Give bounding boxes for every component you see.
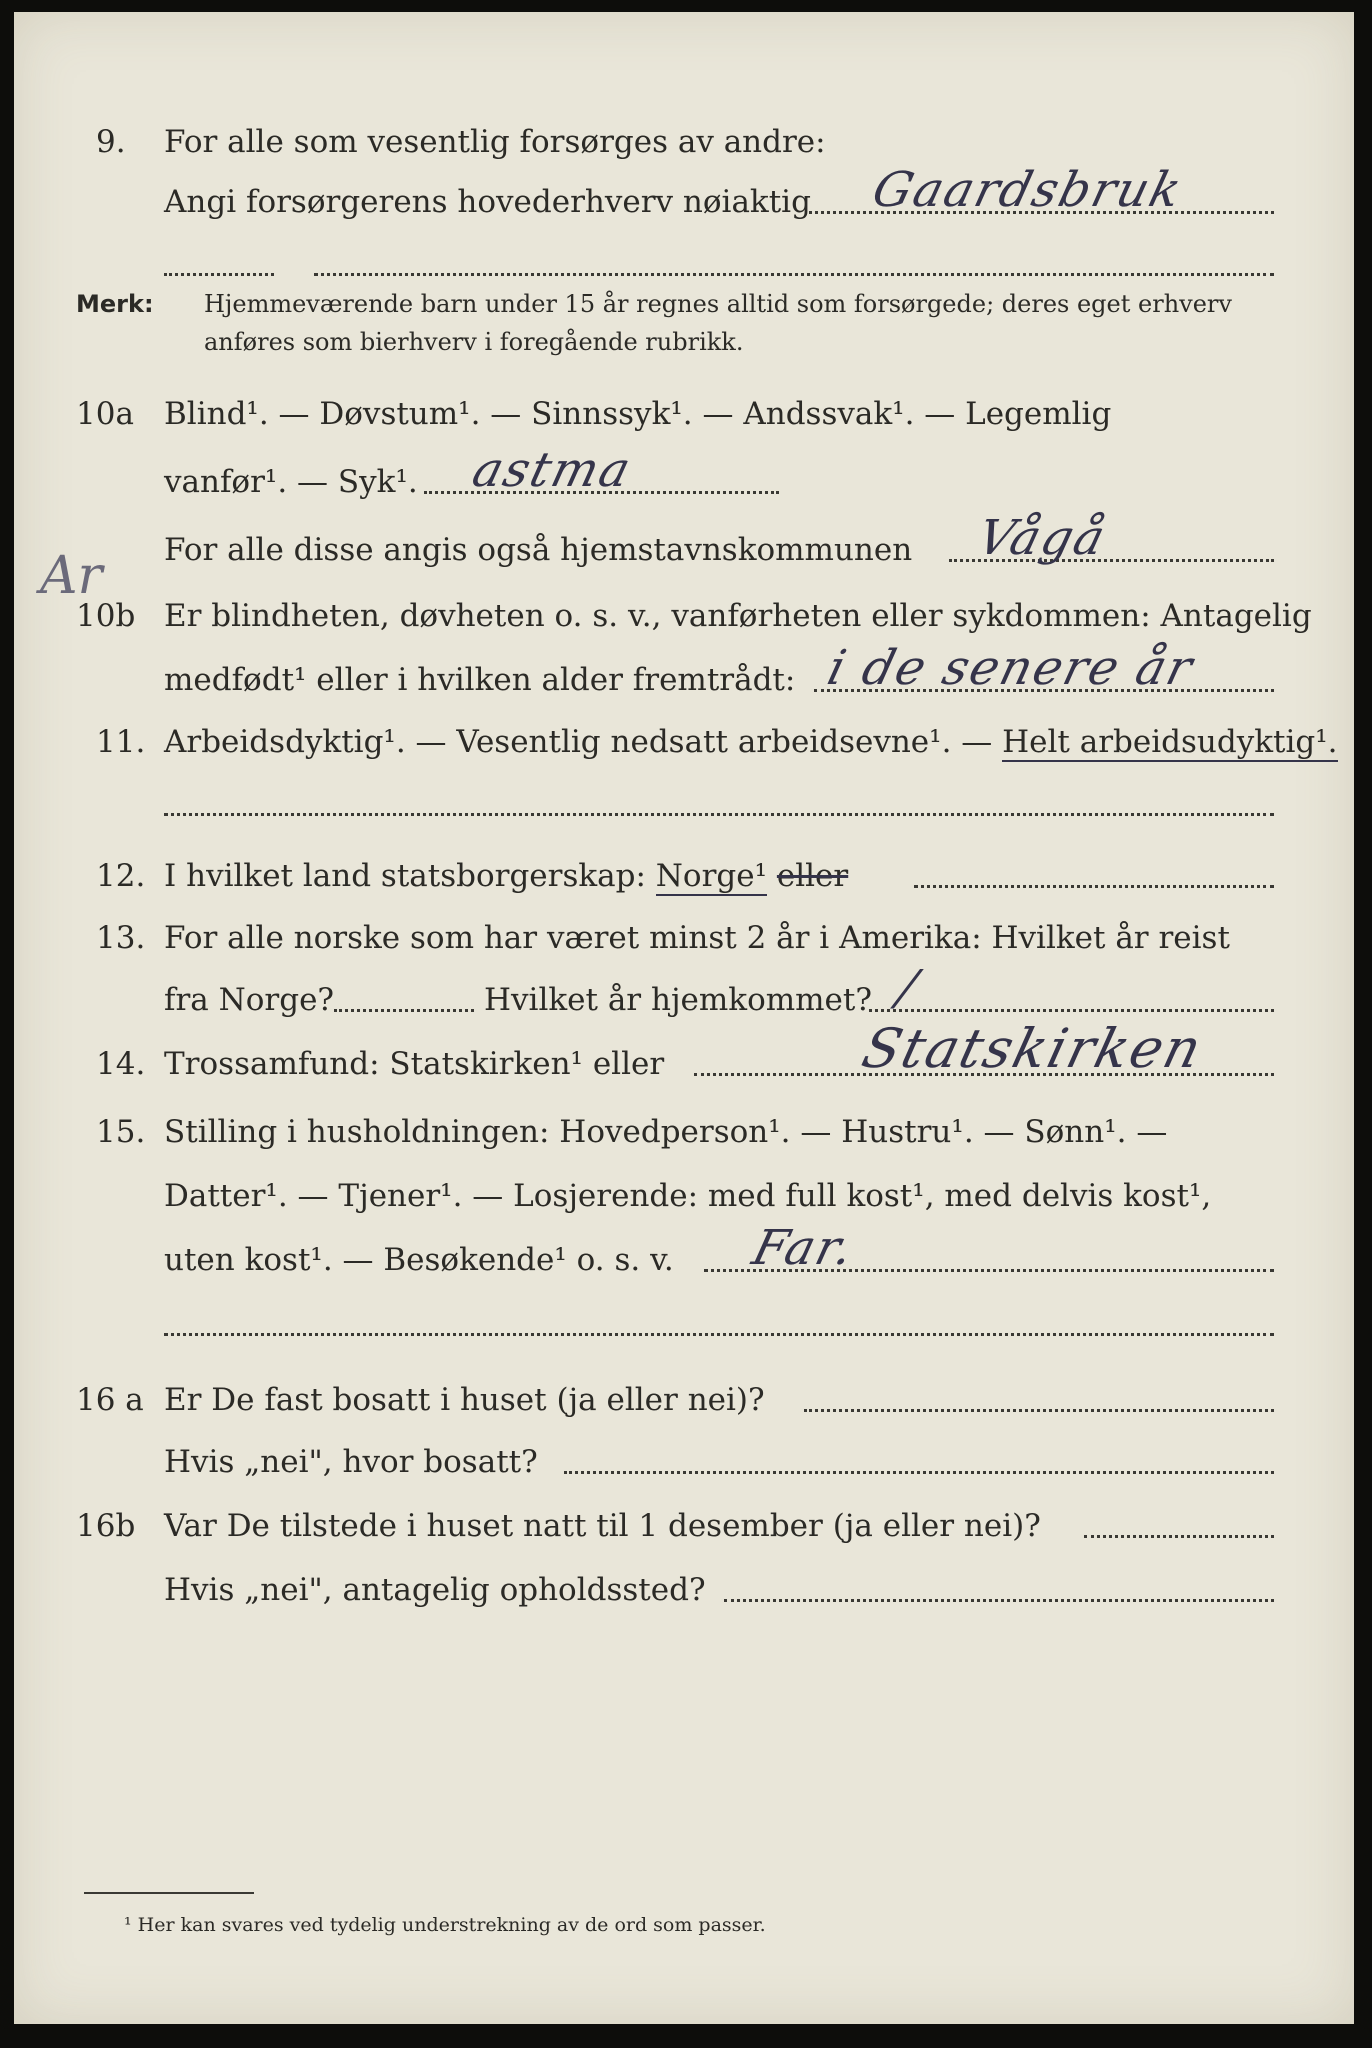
q10a-text3: For alle disse angis også hjemstavnskommunen <box>164 532 913 568</box>
q10a-answer: astma <box>467 442 638 498</box>
q12-selected: Norge¹ <box>655 858 768 894</box>
q10a-line3 <box>14 510 1354 580</box>
q16b-location-field[interactable] <box>724 1599 1274 1602</box>
q10a-line1 <box>14 384 1354 444</box>
q12-number: 12. <box>96 858 146 894</box>
q13-text2a: fra Norge? <box>164 982 335 1018</box>
q11-option-selected: Helt arbeidsudyktig¹. <box>1002 724 1338 760</box>
q16b-number: 16b <box>76 1508 136 1544</box>
q12-answer-field[interactable] <box>914 885 1274 888</box>
q12-line1 <box>14 846 1354 906</box>
footnote-rule <box>84 1892 254 1894</box>
q16a-text1: Er De fast bosatt i huset (ja eller nei)? <box>164 1382 765 1418</box>
q16a-line1 <box>14 1370 1354 1430</box>
footnote <box>124 1914 766 1936</box>
q13-return-field[interactable] <box>869 1009 1274 1012</box>
q15-number: 15. <box>96 1114 146 1150</box>
q9-extra-field-b[interactable] <box>314 273 1274 276</box>
merk-label: Merk: <box>76 290 154 318</box>
q15-text2: Datter¹. — Tjener¹. — Losjerende: med full kost¹, med delvis kost¹, <box>164 1178 1212 1214</box>
q13-line1 <box>14 908 1354 968</box>
q15-text3: uten kost¹. — Besøkende¹ o. s. v. <box>164 1242 674 1278</box>
q10a-text2: vanfør¹. — Syk¹. <box>164 464 418 500</box>
q10b-answer: i de senere år <box>822 640 1200 696</box>
q10b-line2 <box>14 640 1354 710</box>
merk-text1: Hjemmeværende barn under 15 år regnes alltid som forsørgede; deres eget erhverv <box>204 290 1232 318</box>
q9-text2: Angi forsørgerens hovederhverv nøiaktig <box>164 184 811 220</box>
q11-text <box>164 724 1338 760</box>
q16a-answer-field[interactable] <box>804 1409 1274 1412</box>
q13-number: 13. <box>96 920 146 956</box>
q13-departure-field[interactable] <box>334 1009 474 1012</box>
q9-extra-line <box>14 234 1354 294</box>
q16b-line1 <box>14 1496 1354 1556</box>
q12-question: I hvilket land statsborgerskap: <box>164 858 656 894</box>
q14-answer: Statskirken <box>856 1017 1210 1080</box>
q10a-number: 10a <box>76 396 134 432</box>
q14-text: Trossamfund: Statskirken¹ eller <box>164 1046 665 1082</box>
footnote-marker: ¹ <box>124 1914 132 1936</box>
q15-line2 <box>14 1166 1354 1226</box>
q16b-answer-field[interactable] <box>1084 1535 1274 1538</box>
q15-line3 <box>14 1220 1354 1290</box>
q9-text1: For alle som vesentlig forsørges av andre: <box>164 124 826 160</box>
q14-line1 <box>14 1017 1354 1094</box>
q10b-text2: medfødt¹ eller i hvilken alder fremtrådt: <box>164 662 796 698</box>
q12-struck: eller <box>776 858 849 894</box>
q11-line1 <box>14 712 1354 772</box>
q10b-number: 10b <box>76 598 136 634</box>
merk-line1 <box>76 290 154 318</box>
q15-answer: Far. <box>747 1220 861 1276</box>
footnote-text: Her kan svares ved tydelig understrekning av de ord som passer. <box>137 1914 766 1936</box>
q11-option-a: Arbeidsdyktig¹. — Vesentlig nedsatt arbeidsevne¹. — <box>164 724 1003 760</box>
q13-text1: For alle norske som har været minst 2 år i Amerika: Hvilket år reist <box>164 920 1230 956</box>
q13-text2b: Hvilket år hjemkommet? <box>484 982 872 1018</box>
q16b-text2: Hvis „nei", antagelig opholdssted? <box>164 1572 706 1608</box>
q16a-line2 <box>14 1432 1354 1492</box>
q14-number: 14. <box>96 1046 146 1082</box>
q15-line1 <box>14 1102 1354 1162</box>
q9-extra-field-a[interactable] <box>164 273 274 276</box>
q15-extra-field[interactable] <box>164 1333 1274 1336</box>
q16a-where-field[interactable] <box>564 1471 1274 1474</box>
q13-answer: / <box>892 960 925 1016</box>
q11-extra-field[interactable] <box>164 813 1274 816</box>
q12-text <box>164 858 848 894</box>
q10a-text1: Blind¹. — Døvstum¹. — Sinnssyk¹. — Andssvak¹. — Legemlig <box>164 396 1112 432</box>
q15-text1: Stilling i husholdningen: Hovedperson¹. — Hustru¹. — Sønn¹. — <box>164 1114 1168 1150</box>
q11-number: 11. <box>96 724 146 760</box>
q10b-line1 <box>14 586 1354 646</box>
q16b-line2 <box>14 1560 1354 1620</box>
margin-annotation: Ar <box>40 546 103 606</box>
q16a-number: 16 a <box>76 1382 144 1418</box>
q9-answer: Gaardsbruk <box>867 162 1189 218</box>
q16a-text2: Hvis „nei", hvor bosatt? <box>164 1444 538 1480</box>
q10b-text1: Er blindheten, døvheten o. s. v., vanførheten eller sykdommen: Antagelig <box>164 598 1312 634</box>
q15-extra-line <box>14 1294 1354 1354</box>
q16b-text1: Var De tilstede i huset natt til 1 desember (ja eller nei)? <box>164 1508 1041 1544</box>
q9-line2 <box>14 162 1354 232</box>
q10a-line2 <box>14 442 1354 512</box>
q11-extra-line <box>14 774 1354 834</box>
merk-text2: anføres som bierhverv i foregående rubrikk. <box>204 328 744 356</box>
q10a-home-answer: Vågå <box>972 510 1113 566</box>
census-form-page <box>14 12 1354 2024</box>
q9-number: 9. <box>96 124 126 160</box>
